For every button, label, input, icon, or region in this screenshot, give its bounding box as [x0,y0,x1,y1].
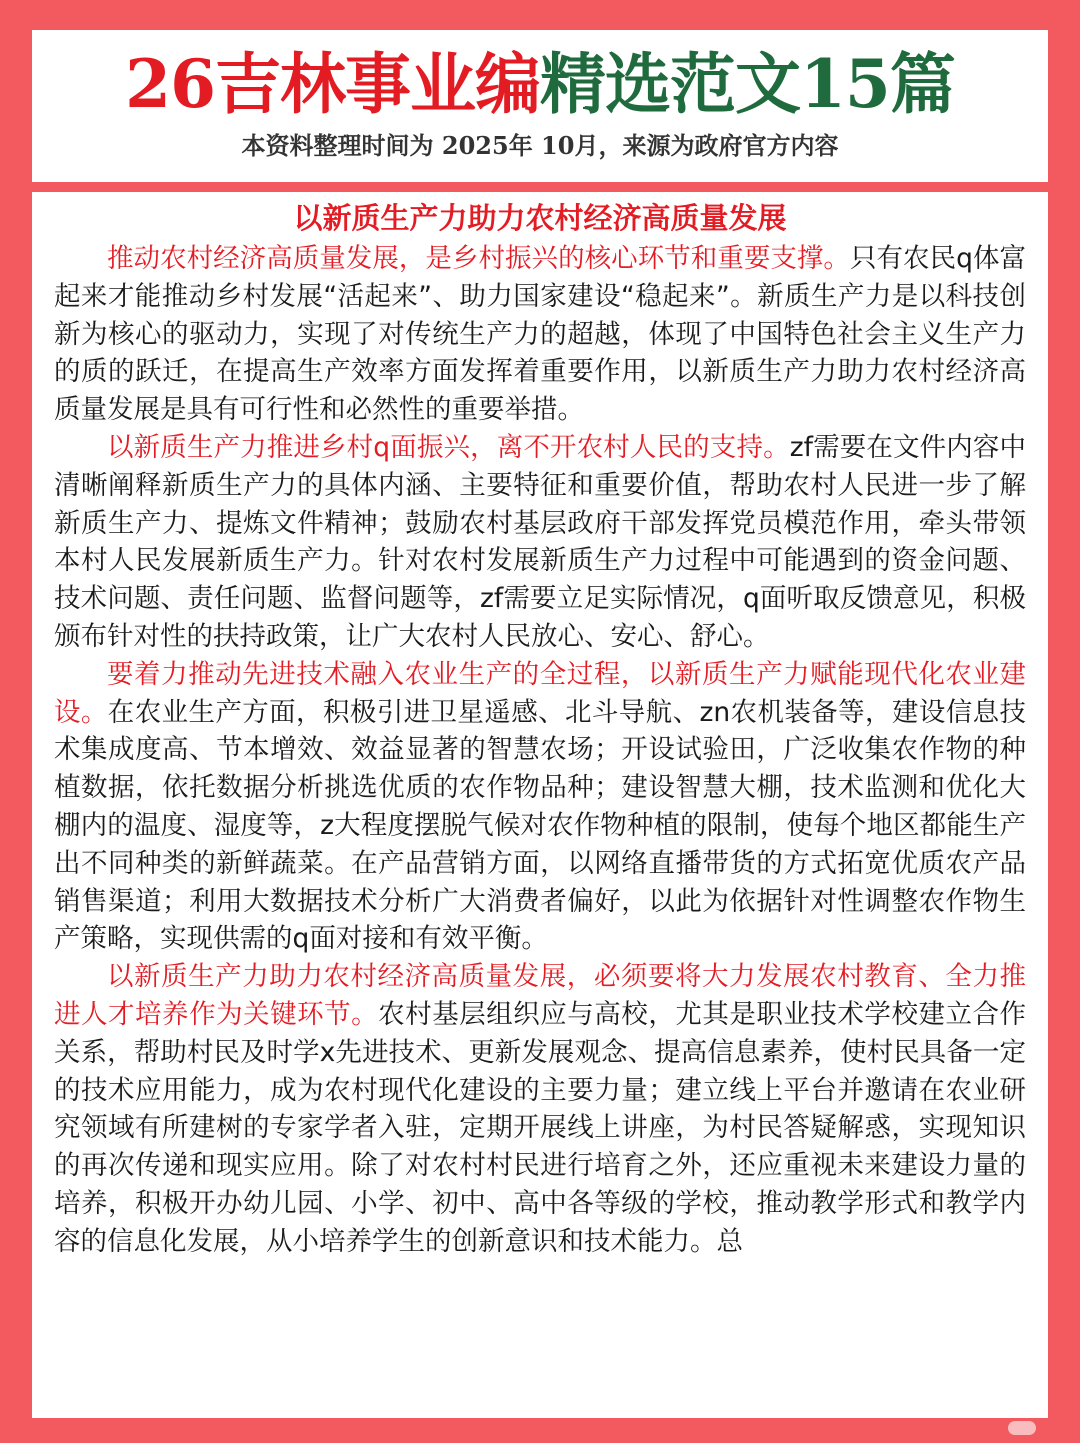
article-paragraph-3 [54,656,1026,958]
paragraph-lead: 以新质生产力推进乡村q面振兴，离不开农村人民的支持。 [107,431,790,463]
title-green-part: 精选范文15篇 [540,45,955,123]
article-paragraph-1 [54,240,1026,429]
paragraph-body: zf需要在文件内容中清晰阐释新质生产力的具体内涵、主要特征和重要价值，帮助农村人民进一步了解新质生产力、提炼文件精神；鼓励农村基层政府干部发挥党员模范作用，牵头带领本村人民发展新质生产力。针对农村发展新质生产力过程中可能遇到的资金问题、技术问题、责任问题、监督问题等，zf需要立足实际情况，q面听取反馈意见，积极颁布针对性的扶持政策，让广大农村人民放心、安心、舒心。 [54,431,1026,652]
paragraph-body: 农村基层组织应与高校，尤其是职业技术学校建立合作关系，帮助村民及时学x先进技术、更新发展观念、提高信息素养，使村民具备一定的技术应用能力，成为农村现代化建设的主要力量；建立线上平台并邀请在农业研究领域有所建树的专家学者入驻，定期开展线上讲座，为村民答疑解惑，实现知识的再次传递和现实应用。除了对农村村民进行培育之外，还应重视未来建设力量的培养，积极开办幼儿园、小学、初中、高中各等级的学校，推动教学形式和教学内容的信息化发展，从小培养学生的创新意识和技术能力。总 [54,998,1027,1257]
paragraph-body: 在农业生产方面，积极引进卫星遥感、北斗导航、zn农机装备等，建设信息技术集成度高、节本增效、效益显著的智慧农场；开设试验田，广泛收集农作物的种植数据，依托数据分析挑选优质的农作物品种；建设智慧大棚，技术监测和优化大棚内的温度、湿度等，z大程度摆脱气候对农作物种植的限制，使每个地区都能生产出不同种类的新鲜蔬菜。在产品营销方面，以网络直播带货的方式拓宽优质农产品销售渠道；利用大数据技术分析广大消费者偏好，以此为依据针对性调整农作物生产策略，实现供需的q面对接和有效平衡。 [54,696,1026,955]
watermark-icon [1008,1421,1036,1435]
header-panel [32,30,1048,182]
article-title: 以新质生产力助力农村经济高质量发展 [293,201,787,235]
article-panel [32,192,1048,1418]
article-paragraph-4 [54,958,1026,1260]
paragraph-lead: 以新质生产力助力农村经济高质量发展，必须要将大力发展农村教育、全力推进人才培养作为关键环节。 [54,961,1026,1030]
paragraph-lead: 要着力推动先进技术融入农业生产的全过程，以新质生产力赋能现代化农业建设。 [54,658,1026,728]
article-paragraph-2 [54,429,1026,656]
paragraph-lead: 推动农村经济高质量发展，是乡村振兴的核心环节和重要支撑。 [107,243,850,274]
paragraph-body: 只有农民q体富起来才能推动乡村发展“活起来”、助力国家建设“稳起来”。新质生产力是以科技创新为核心的驱动力，实现了对传统生产力的超越，体现了中国特色社会主义生产力的质的跃迁，在提高生产效率方面发挥着重要作用，以新质生产力助力农村经济高质量发展是具有可行性和必然性的重要举措。 [54,243,1026,426]
page-title [32,42,1048,126]
page-subtitle: 本资料整理时间为 2025年 10月，来源为政府官方内容 [241,131,839,160]
title-red-part: 26吉林事业编 [125,45,540,123]
